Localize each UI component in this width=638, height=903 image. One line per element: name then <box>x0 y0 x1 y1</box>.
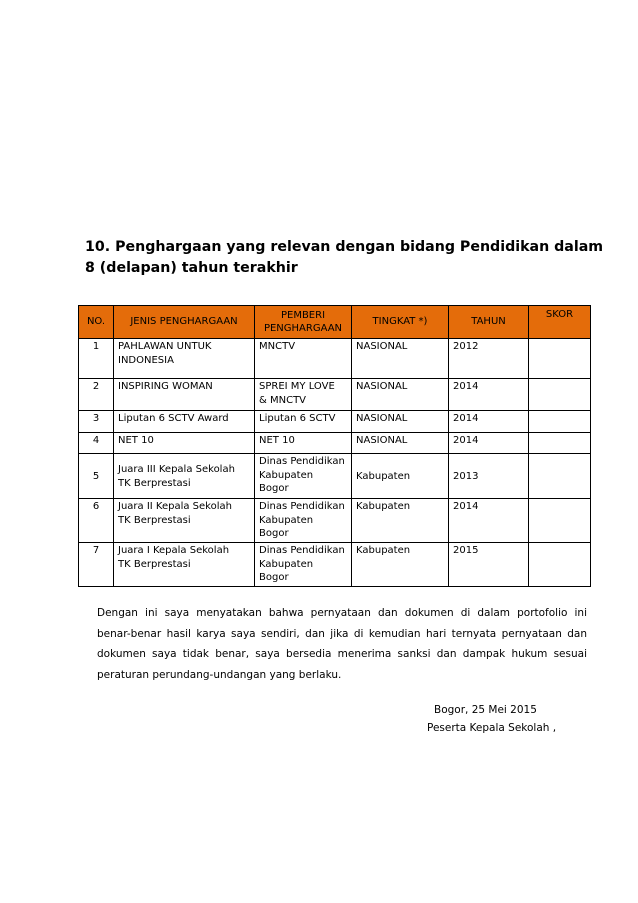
cell-no: 2 <box>79 379 114 411</box>
cell-pemberi-line: & MNCTV <box>259 394 307 406</box>
cell-jenis-line: Liputan 6 SCTV Award <box>118 413 229 424</box>
cell-no: 7 <box>79 543 114 587</box>
cell-tingkat: NASIONAL <box>352 411 449 433</box>
cell-pemberi-line: NET 10 <box>259 435 295 446</box>
header-tingkat: TINGKAT *) <box>352 306 449 339</box>
cell-skor <box>529 454 591 499</box>
cell-jenis <box>114 339 255 379</box>
header-jenis-penghargaan: JENIS PENGHARGAAN <box>114 306 255 339</box>
table-header-row <box>79 306 591 339</box>
cell-tingkat: NASIONAL <box>352 379 449 411</box>
cell-tahun: 2012 <box>449 339 529 379</box>
cell-jenis <box>114 499 255 543</box>
cell-pemberi <box>255 379 352 411</box>
cell-no: 1 <box>79 339 114 379</box>
header-skor: SKOR <box>529 306 591 339</box>
cell-tingkat: NASIONAL <box>352 433 449 454</box>
cell-tahun: 2013 <box>449 454 529 499</box>
cell-skor <box>529 543 591 587</box>
cell-jenis-line: Juara I Kepala Sekolah <box>118 545 230 556</box>
cell-pemberi-line: Dinas Pendidikan <box>259 545 345 556</box>
cell-tingkat: Kabupaten <box>352 499 449 543</box>
table-row <box>79 339 591 379</box>
table-row <box>79 411 591 433</box>
cell-jenis-line: TK Berprestasi <box>118 514 191 526</box>
cell-no: 6 <box>79 499 114 543</box>
cell-skor <box>529 433 591 454</box>
declaration-line: dokumen saya tidak benar, saya bersedia menerima sanksi dan dampak hukum sesuai <box>97 648 587 660</box>
header-no: NO. <box>79 306 114 339</box>
cell-pemberi-line: Bogor <box>259 572 289 583</box>
cell-jenis <box>114 379 255 411</box>
cell-tingkat: Kabupaten <box>352 543 449 587</box>
cell-jenis-line: NET 10 <box>118 435 154 446</box>
cell-jenis-line: Juara II Kepala Sekolah <box>118 501 232 512</box>
cell-tahun: 2014 <box>449 433 529 454</box>
cell-skor <box>529 411 591 433</box>
cell-pemberi-line: Bogor <box>259 528 289 539</box>
cell-no: 5 <box>79 454 114 499</box>
cell-pemberi-line: SPREI MY LOVE <box>259 381 335 392</box>
header-pemberi-line-2: PENGHARGAAN <box>263 323 343 334</box>
cell-jenis <box>114 433 255 454</box>
section-heading <box>85 237 604 279</box>
cell-pemberi <box>255 339 352 379</box>
cell-skor <box>529 339 591 379</box>
cell-jenis <box>114 543 255 587</box>
cell-tingkat: Kabupaten <box>352 454 449 499</box>
cell-no: 4 <box>79 433 114 454</box>
cell-pemberi-line: Kabupaten <box>259 469 314 481</box>
cell-tahun: 2015 <box>449 543 529 587</box>
heading-line-2: 8 (delapan) tahun terakhir <box>85 260 298 276</box>
cell-pemberi-line: Kabupaten <box>259 514 314 526</box>
header-pemberi-line-1: PEMBERI <box>280 309 326 321</box>
table-row <box>79 543 591 587</box>
cell-pemberi <box>255 454 352 499</box>
cell-pemberi <box>255 543 352 587</box>
cell-jenis-line: TK Berprestasi <box>118 477 191 489</box>
signatory-role: Peserta Kepala Sekolah , <box>427 722 557 734</box>
cell-no: 3 <box>79 411 114 433</box>
table-row <box>79 379 591 411</box>
place-date: Bogor, 25 Mei 2015 <box>434 704 537 716</box>
cell-jenis <box>114 454 255 499</box>
cell-pemberi <box>255 499 352 543</box>
table-row <box>79 433 591 454</box>
table-row <box>79 499 591 543</box>
cell-jenis <box>114 411 255 433</box>
cell-tahun: 2014 <box>449 379 529 411</box>
cell-jenis-line: INSPIRING WOMAN <box>118 381 213 392</box>
cell-skor <box>529 379 591 411</box>
cell-pemberi-line: Bogor <box>259 483 289 494</box>
awards-table <box>78 305 591 587</box>
cell-skor <box>529 499 591 543</box>
header-pemberi-penghargaan <box>255 306 352 339</box>
cell-jenis-line: Juara III Kepala Sekolah <box>118 464 235 475</box>
cell-pemberi-line: Liputan 6 SCTV <box>259 413 336 424</box>
cell-pemberi <box>255 433 352 454</box>
cell-pemberi-line: Dinas Pendidikan <box>259 456 345 467</box>
cell-pemberi-line: Dinas Pendidikan <box>259 501 345 512</box>
declaration-paragraph <box>97 603 587 685</box>
cell-tahun: 2014 <box>449 499 529 543</box>
cell-jenis-line: INDONESIA <box>118 354 174 366</box>
cell-tahun: 2014 <box>449 411 529 433</box>
cell-jenis-line: PAHLAWAN UNTUK <box>118 341 212 352</box>
declaration-line: Dengan ini saya menyatakan bahwa pernyataan dan dokumen di dalam portofolio ini <box>97 607 587 619</box>
cell-pemberi-line: MNCTV <box>259 341 296 352</box>
cell-tingkat: NASIONAL <box>352 339 449 379</box>
declaration-line: peraturan perundang-undangan yang berlaku. <box>97 668 342 681</box>
cell-pemberi <box>255 411 352 433</box>
declaration-line: benar-benar hasil karya saya sendiri, dan jika di kemudian hari ternyata pernyataan dan <box>97 627 587 640</box>
cell-pemberi-line: Kabupaten <box>259 558 314 570</box>
heading-line-1: 10. Penghargaan yang relevan dengan bidang Pendidikan dalam <box>85 239 604 255</box>
cell-jenis-line: TK Berprestasi <box>118 558 191 570</box>
header-tahun: TAHUN <box>449 306 529 339</box>
table-row <box>79 454 591 499</box>
